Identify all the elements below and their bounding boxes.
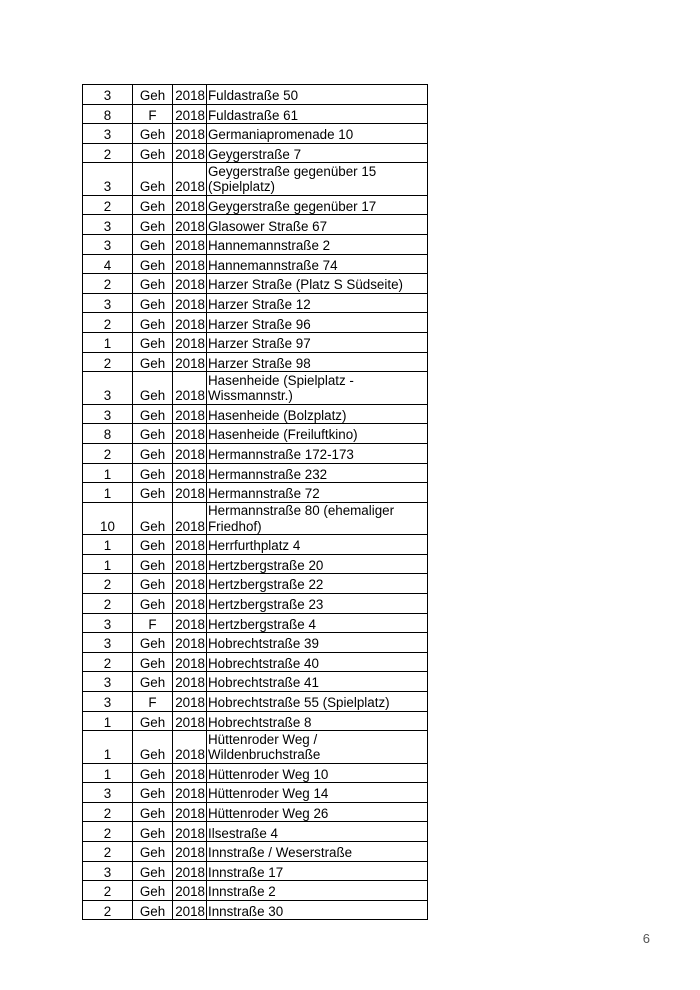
cell-count: 2: [83, 900, 133, 920]
cell-location: Innstraße 2: [207, 881, 428, 901]
cell-year: 2018: [173, 143, 207, 163]
cell-count: 1: [83, 554, 133, 574]
cell-count: 2: [83, 881, 133, 901]
table-row: [83, 900, 428, 920]
cell-year: 2018: [173, 483, 207, 503]
cell-count: 3: [83, 783, 133, 803]
cell-year: 2018: [173, 372, 207, 405]
cell-type: Geh: [133, 842, 173, 862]
cell-location: Hobrechtstraße 41: [207, 672, 428, 692]
table-row: [83, 842, 428, 862]
cell-count: 2: [83, 195, 133, 215]
cell-count: 3: [83, 235, 133, 255]
table-row: [83, 143, 428, 163]
cell-year: 2018: [173, 822, 207, 842]
cell-year: 2018: [173, 195, 207, 215]
cell-type: Geh: [133, 672, 173, 692]
cell-count: 3: [83, 163, 133, 196]
cell-location: Hertzbergstraße 23: [207, 593, 428, 613]
table-row: [83, 652, 428, 672]
cell-type: Geh: [133, 124, 173, 144]
cell-location: Hüttenroder Weg 26: [207, 802, 428, 822]
cell-location: Germaniapromenade 10: [207, 124, 428, 144]
cell-location: Hannemannstraße 74: [207, 254, 428, 274]
cell-type: Geh: [133, 711, 173, 731]
cell-count: 2: [83, 574, 133, 594]
table-row: [83, 124, 428, 144]
cell-type: Geh: [133, 881, 173, 901]
cell-type: Geh: [133, 783, 173, 803]
cell-location: Hasenheide (Freiluftkino): [207, 424, 428, 444]
cell-count: 1: [83, 763, 133, 783]
cell-type: Geh: [133, 274, 173, 294]
cell-location: Hobrechtstraße 55 (Spielplatz): [207, 691, 428, 711]
cell-year: 2018: [173, 235, 207, 255]
cell-location: Innstraße 30: [207, 900, 428, 920]
cell-year: 2018: [173, 502, 207, 535]
cell-year: 2018: [173, 672, 207, 692]
cell-count: 8: [83, 104, 133, 124]
cell-location: Fuldastraße 50: [207, 85, 428, 105]
cell-year: 2018: [173, 274, 207, 294]
table-body: [83, 85, 428, 920]
cell-type: Geh: [133, 163, 173, 196]
cell-location: Harzer Straße 97: [207, 333, 428, 353]
cell-count: 1: [83, 333, 133, 353]
table-row: [83, 802, 428, 822]
cell-type: Geh: [133, 554, 173, 574]
cell-type: Geh: [133, 502, 173, 535]
cell-year: 2018: [173, 554, 207, 574]
table-row: [83, 593, 428, 613]
cell-year: 2018: [173, 900, 207, 920]
cell-type: Geh: [133, 443, 173, 463]
cell-count: 2: [83, 842, 133, 862]
cell-location: Geygerstraße gegenüber 17: [207, 195, 428, 215]
table-row: [83, 352, 428, 372]
cell-type: Geh: [133, 143, 173, 163]
cell-location: Hermannstraße 80 (ehemaliger Friedhof): [207, 502, 428, 535]
cell-year: 2018: [173, 691, 207, 711]
table-row: [83, 881, 428, 901]
cell-type: Geh: [133, 822, 173, 842]
cell-type: Geh: [133, 731, 173, 764]
table-row: [83, 293, 428, 313]
cell-type: Geh: [133, 293, 173, 313]
cell-year: 2018: [173, 293, 207, 313]
cell-location: Hüttenroder Weg 14: [207, 783, 428, 803]
cell-year: 2018: [173, 842, 207, 862]
cell-location: Innstraße 17: [207, 861, 428, 881]
data-table: [82, 84, 428, 920]
cell-type: Geh: [133, 535, 173, 555]
table-row: [83, 613, 428, 633]
cell-type: Geh: [133, 593, 173, 613]
cell-type: Geh: [133, 195, 173, 215]
cell-count: 2: [83, 443, 133, 463]
cell-count: 1: [83, 483, 133, 503]
cell-count: 1: [83, 535, 133, 555]
cell-type: Geh: [133, 763, 173, 783]
table-row: [83, 372, 428, 405]
table-row: [83, 274, 428, 294]
cell-year: 2018: [173, 124, 207, 144]
table-row: [83, 254, 428, 274]
cell-type: F: [133, 104, 173, 124]
cell-count: 3: [83, 672, 133, 692]
cell-location: Harzer Straße 96: [207, 313, 428, 333]
cell-type: Geh: [133, 313, 173, 333]
cell-year: 2018: [173, 85, 207, 105]
cell-year: 2018: [173, 881, 207, 901]
cell-count: 3: [83, 613, 133, 633]
cell-count: 1: [83, 711, 133, 731]
table-row: [83, 163, 428, 196]
cell-location: Glasower Straße 67: [207, 215, 428, 235]
cell-year: 2018: [173, 163, 207, 196]
table-row: [83, 333, 428, 353]
table-row: [83, 861, 428, 881]
cell-location: Hertzbergstraße 22: [207, 574, 428, 594]
table-row: [83, 731, 428, 764]
table-row: [83, 783, 428, 803]
cell-type: Geh: [133, 463, 173, 483]
cell-location: Hertzbergstraße 4: [207, 613, 428, 633]
table-row: [83, 483, 428, 503]
cell-type: Geh: [133, 215, 173, 235]
table-row: [83, 424, 428, 444]
cell-count: 8: [83, 424, 133, 444]
cell-count: 3: [83, 85, 133, 105]
cell-count: 3: [83, 404, 133, 424]
table-row: [83, 463, 428, 483]
table-row: [83, 215, 428, 235]
cell-year: 2018: [173, 215, 207, 235]
cell-count: 2: [83, 313, 133, 333]
cell-year: 2018: [173, 535, 207, 555]
cell-year: 2018: [173, 104, 207, 124]
cell-year: 2018: [173, 731, 207, 764]
cell-year: 2018: [173, 763, 207, 783]
cell-location: Geygerstraße gegenüber 15 (Spielplatz): [207, 163, 428, 196]
cell-type: Geh: [133, 633, 173, 653]
cell-year: 2018: [173, 633, 207, 653]
cell-location: Hobrechtstraße 39: [207, 633, 428, 653]
cell-count: 3: [83, 124, 133, 144]
cell-year: 2018: [173, 861, 207, 881]
cell-year: 2018: [173, 802, 207, 822]
cell-location: Hermannstraße 172-173: [207, 443, 428, 463]
cell-location: Hermannstraße 232: [207, 463, 428, 483]
table-row: [83, 443, 428, 463]
table-row: [83, 235, 428, 255]
cell-type: Geh: [133, 900, 173, 920]
cell-location: Harzer Straße 98: [207, 352, 428, 372]
cell-count: 10: [83, 502, 133, 535]
cell-type: Geh: [133, 861, 173, 881]
page-number: 6: [642, 931, 650, 946]
cell-location: Harzer Straße 12: [207, 293, 428, 313]
cell-type: Geh: [133, 235, 173, 255]
cell-count: 2: [83, 143, 133, 163]
cell-count: 2: [83, 652, 133, 672]
table-row: [83, 104, 428, 124]
cell-type: Geh: [133, 85, 173, 105]
cell-year: 2018: [173, 652, 207, 672]
cell-count: 2: [83, 352, 133, 372]
cell-location: Ilsestraße 4: [207, 822, 428, 842]
cell-type: Geh: [133, 483, 173, 503]
cell-year: 2018: [173, 711, 207, 731]
cell-count: 1: [83, 463, 133, 483]
cell-type: Geh: [133, 574, 173, 594]
cell-location: Hasenheide (Bolzplatz): [207, 404, 428, 424]
cell-location: Fuldastraße 61: [207, 104, 428, 124]
cell-location: Hermannstraße 72: [207, 483, 428, 503]
cell-year: 2018: [173, 333, 207, 353]
table-row: [83, 313, 428, 333]
cell-count: 3: [83, 633, 133, 653]
table-row: [83, 691, 428, 711]
cell-count: 3: [83, 293, 133, 313]
table-row: [83, 633, 428, 653]
cell-count: 2: [83, 593, 133, 613]
cell-year: 2018: [173, 463, 207, 483]
table-row: [83, 502, 428, 535]
table-row: [83, 195, 428, 215]
cell-location: Hannemannstraße 2: [207, 235, 428, 255]
table-row: [83, 404, 428, 424]
cell-type: F: [133, 613, 173, 633]
cell-location: Hertzbergstraße 20: [207, 554, 428, 574]
cell-count: 3: [83, 861, 133, 881]
cell-type: Geh: [133, 333, 173, 353]
cell-count: 2: [83, 822, 133, 842]
cell-type: Geh: [133, 652, 173, 672]
cell-count: 3: [83, 691, 133, 711]
cell-count: 2: [83, 802, 133, 822]
cell-year: 2018: [173, 783, 207, 803]
cell-location: Herrfurthplatz 4: [207, 535, 428, 555]
cell-location: Hasenheide (Spielplatz - Wissmannstr.): [207, 372, 428, 405]
table-row: [83, 822, 428, 842]
table-row: [83, 672, 428, 692]
cell-location: Hüttenroder Weg / Wildenbruchstraße: [207, 731, 428, 764]
cell-location: Innstraße / Weserstraße: [207, 842, 428, 862]
cell-year: 2018: [173, 352, 207, 372]
table-row: [83, 711, 428, 731]
cell-type: Geh: [133, 802, 173, 822]
cell-year: 2018: [173, 424, 207, 444]
table-row: [83, 574, 428, 594]
cell-count: 4: [83, 254, 133, 274]
cell-count: 3: [83, 372, 133, 405]
cell-location: Geygerstraße 7: [207, 143, 428, 163]
cell-count: 3: [83, 215, 133, 235]
cell-year: 2018: [173, 254, 207, 274]
table-row: [83, 763, 428, 783]
table-row: [83, 554, 428, 574]
cell-type: Geh: [133, 424, 173, 444]
cell-location: Hobrechtstraße 40: [207, 652, 428, 672]
cell-year: 2018: [173, 313, 207, 333]
cell-count: 2: [83, 274, 133, 294]
cell-type: Geh: [133, 254, 173, 274]
cell-location: Hüttenroder Weg 10: [207, 763, 428, 783]
cell-type: F: [133, 691, 173, 711]
cell-location: Harzer Straße (Platz S Südseite): [207, 274, 428, 294]
cell-year: 2018: [173, 593, 207, 613]
cell-type: Geh: [133, 404, 173, 424]
cell-type: Geh: [133, 372, 173, 405]
cell-location: Hobrechtstraße 8: [207, 711, 428, 731]
cell-year: 2018: [173, 574, 207, 594]
cell-year: 2018: [173, 404, 207, 424]
cell-count: 1: [83, 731, 133, 764]
cell-year: 2018: [173, 613, 207, 633]
table-row: [83, 85, 428, 105]
cell-type: Geh: [133, 352, 173, 372]
cell-year: 2018: [173, 443, 207, 463]
table-row: [83, 535, 428, 555]
